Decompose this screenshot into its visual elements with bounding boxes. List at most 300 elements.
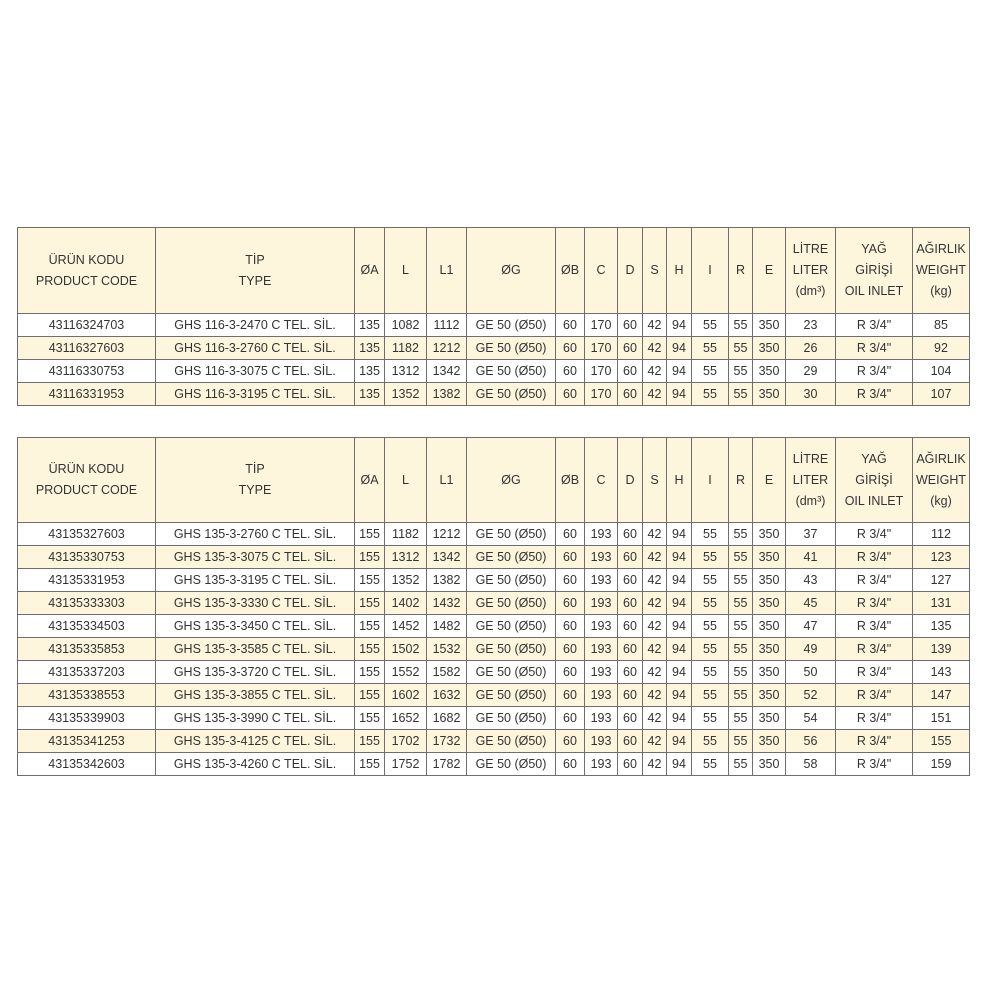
cell-i: 55	[692, 569, 729, 592]
cell-r: 55	[729, 592, 753, 615]
cell-code: 43135327603	[18, 523, 156, 546]
header-type-line: TYPE	[238, 273, 272, 288]
cell-i: 55	[692, 730, 729, 753]
header-b-line: ØB	[560, 472, 580, 487]
cell-e: 350	[753, 337, 786, 360]
cell-e: 350	[753, 638, 786, 661]
cell-e: 350	[753, 314, 786, 337]
cell-code: 43135341253	[18, 730, 156, 753]
cell-l: 1452	[385, 615, 427, 638]
cell-l1: 1682	[427, 707, 467, 730]
cell-h: 94	[667, 360, 692, 383]
cell-inlet: R 3/4"	[836, 615, 913, 638]
table-row	[18, 592, 970, 615]
cell-l: 1502	[385, 638, 427, 661]
header-inlet-line: OIL INLET	[844, 284, 904, 298]
header-l1	[427, 438, 467, 523]
cell-b: 60	[556, 638, 585, 661]
header-l	[385, 438, 427, 523]
header-row	[18, 228, 970, 314]
cell-d: 60	[618, 684, 643, 707]
cell-litre: 45	[786, 592, 836, 615]
header-code	[18, 438, 156, 523]
header-b-line: ØB	[560, 263, 580, 277]
cell-b: 60	[556, 707, 585, 730]
cell-type: GHS 135-3-3195 C TEL. SİL.	[156, 569, 355, 592]
header-l1-line: L1	[439, 472, 454, 487]
cell-e: 350	[753, 546, 786, 569]
header-r-line: R	[735, 263, 746, 277]
cell-litre: 41	[786, 546, 836, 569]
cell-l: 1082	[385, 314, 427, 337]
header-g	[467, 438, 556, 523]
cell-a: 155	[355, 753, 385, 776]
header-litre	[786, 228, 836, 314]
header-code-line: PRODUCT CODE	[35, 273, 138, 288]
cell-i: 55	[692, 523, 729, 546]
cell-code: 43116324703	[18, 314, 156, 337]
cell-e: 350	[753, 592, 786, 615]
cell-r: 55	[729, 337, 753, 360]
cell-c: 193	[585, 753, 618, 776]
cell-a: 135	[355, 314, 385, 337]
cell-s: 42	[643, 730, 667, 753]
header-weight	[913, 438, 970, 523]
table-row	[18, 684, 970, 707]
cell-r: 55	[729, 523, 753, 546]
header-a-line: ØA	[360, 263, 379, 277]
header-s	[643, 228, 667, 314]
cell-inlet: R 3/4"	[836, 707, 913, 730]
cell-h: 94	[667, 337, 692, 360]
cell-litre: 37	[786, 523, 836, 546]
cell-c: 193	[585, 684, 618, 707]
cell-i: 55	[692, 707, 729, 730]
cell-code: 43116327603	[18, 337, 156, 360]
cell-h: 94	[667, 383, 692, 406]
cell-l: 1602	[385, 684, 427, 707]
cell-b: 60	[556, 661, 585, 684]
cell-s: 42	[643, 661, 667, 684]
cell-l1: 1112	[427, 314, 467, 337]
header-e-line: E	[764, 472, 774, 487]
header-weight-line: AĞIRLIK	[916, 451, 966, 466]
cell-s: 42	[643, 523, 667, 546]
cell-l: 1352	[385, 383, 427, 406]
table-row	[18, 615, 970, 638]
cell-weight: 104	[913, 360, 970, 383]
header-inlet-line: YAĞ	[861, 451, 887, 466]
header-d	[618, 228, 643, 314]
cell-type: GHS 135-3-4260 C TEL. SİL.	[156, 753, 355, 776]
header-h-line: H	[674, 263, 684, 277]
cell-s: 42	[643, 337, 667, 360]
cell-h: 94	[667, 753, 692, 776]
cell-inlet: R 3/4"	[836, 638, 913, 661]
cell-e: 350	[753, 615, 786, 638]
cell-i: 55	[692, 383, 729, 406]
header-i	[692, 228, 729, 314]
cell-c: 170	[585, 314, 618, 337]
cell-c: 193	[585, 546, 618, 569]
cell-c: 170	[585, 360, 618, 383]
table-row	[18, 707, 970, 730]
header-l	[385, 228, 427, 314]
header-inlet	[836, 438, 913, 523]
cell-l1: 1532	[427, 638, 467, 661]
cell-g: GE 50 (Ø50)	[467, 337, 556, 360]
table-row	[18, 661, 970, 684]
header-litre	[786, 438, 836, 523]
cell-s: 42	[643, 383, 667, 406]
cell-d: 60	[618, 753, 643, 776]
cell-type: GHS 135-3-3330 C TEL. SİL.	[156, 592, 355, 615]
cell-l1: 1732	[427, 730, 467, 753]
cell-type: GHS 135-3-2760 C TEL. SİL.	[156, 523, 355, 546]
cell-weight: 143	[913, 661, 970, 684]
cell-a: 135	[355, 337, 385, 360]
cell-c: 193	[585, 569, 618, 592]
cell-l: 1312	[385, 360, 427, 383]
header-h	[667, 228, 692, 314]
cell-litre: 47	[786, 615, 836, 638]
cell-d: 60	[618, 730, 643, 753]
cell-b: 60	[556, 569, 585, 592]
cell-litre: 54	[786, 707, 836, 730]
cell-i: 55	[692, 360, 729, 383]
cell-d: 60	[618, 661, 643, 684]
header-type	[156, 228, 355, 314]
table-body	[18, 523, 970, 776]
header-weight-line: WEIGHT	[916, 263, 966, 277]
cell-c: 193	[585, 638, 618, 661]
cell-d: 60	[618, 569, 643, 592]
cell-l: 1182	[385, 523, 427, 546]
header-c	[585, 228, 618, 314]
cell-litre: 26	[786, 337, 836, 360]
header-l-line: L	[402, 263, 409, 277]
cell-weight: 159	[913, 753, 970, 776]
cell-a: 155	[355, 615, 385, 638]
cell-e: 350	[753, 684, 786, 707]
cell-d: 60	[618, 523, 643, 546]
header-a	[355, 228, 385, 314]
cell-type: GHS 116-3-2470 C TEL. SİL.	[156, 314, 355, 337]
cell-type: GHS 135-3-3720 C TEL. SİL.	[156, 661, 355, 684]
cell-inlet: R 3/4"	[836, 753, 913, 776]
cell-weight: 147	[913, 684, 970, 707]
cell-l1: 1582	[427, 661, 467, 684]
header-c	[585, 438, 618, 523]
cell-type: GHS 135-3-4125 C TEL. SİL.	[156, 730, 355, 753]
cell-g: GE 50 (Ø50)	[467, 730, 556, 753]
cell-r: 55	[729, 360, 753, 383]
cell-inlet: R 3/4"	[836, 523, 913, 546]
cell-i: 55	[692, 314, 729, 337]
table-row	[18, 546, 970, 569]
cell-i: 55	[692, 546, 729, 569]
header-litre-line: (dm³)	[795, 493, 826, 508]
cell-l: 1352	[385, 569, 427, 592]
header-e	[753, 438, 786, 523]
cell-h: 94	[667, 638, 692, 661]
cell-c: 193	[585, 592, 618, 615]
cell-inlet: R 3/4"	[836, 337, 913, 360]
cell-e: 350	[753, 707, 786, 730]
cell-d: 60	[618, 638, 643, 661]
cell-b: 60	[556, 684, 585, 707]
header-type-line: TYPE	[238, 483, 272, 497]
cell-c: 193	[585, 730, 618, 753]
header-weight-line: AĞIRLIK	[916, 242, 966, 256]
cell-s: 42	[643, 546, 667, 569]
header-type-line: TİP	[245, 462, 265, 476]
header-a-line: ØA	[360, 472, 379, 487]
cell-inlet: R 3/4"	[836, 569, 913, 592]
header-l1-line: L1	[439, 263, 454, 277]
cell-g: GE 50 (Ø50)	[467, 707, 556, 730]
cell-l: 1552	[385, 661, 427, 684]
header-litre-line: LİTRE	[792, 242, 829, 256]
cell-b: 60	[556, 360, 585, 383]
cell-b: 60	[556, 615, 585, 638]
header-code-line: ÜRÜN KODU	[48, 252, 125, 267]
cell-g: GE 50 (Ø50)	[467, 360, 556, 383]
header-l1	[427, 228, 467, 314]
cell-d: 60	[618, 314, 643, 337]
cell-r: 55	[729, 730, 753, 753]
cell-l1: 1342	[427, 360, 467, 383]
cell-b: 60	[556, 753, 585, 776]
header-d-line: D	[625, 472, 635, 487]
cell-e: 350	[753, 730, 786, 753]
header-row	[18, 438, 970, 523]
cell-weight: 127	[913, 569, 970, 592]
cell-a: 155	[355, 569, 385, 592]
header-c-line: C	[596, 472, 606, 487]
cell-d: 60	[618, 615, 643, 638]
cell-l1: 1382	[427, 383, 467, 406]
cell-inlet: R 3/4"	[836, 730, 913, 753]
table-row	[18, 383, 970, 406]
cell-type: GHS 135-3-3450 C TEL. SİL.	[156, 615, 355, 638]
cell-l: 1312	[385, 546, 427, 569]
cell-code: 43135333303	[18, 592, 156, 615]
cell-g: GE 50 (Ø50)	[467, 569, 556, 592]
header-code-line: PRODUCT CODE	[35, 483, 138, 497]
cell-r: 55	[729, 615, 753, 638]
cell-l: 1182	[385, 337, 427, 360]
cell-g: GE 50 (Ø50)	[467, 638, 556, 661]
cell-code: 43135342603	[18, 753, 156, 776]
header-i-line: I	[708, 472, 712, 487]
cell-type: GHS 116-3-3195 C TEL. SİL.	[156, 383, 355, 406]
header-b	[556, 438, 585, 523]
cell-s: 42	[643, 707, 667, 730]
cell-g: GE 50 (Ø50)	[467, 546, 556, 569]
cell-e: 350	[753, 383, 786, 406]
cell-a: 155	[355, 638, 385, 661]
table-row	[18, 753, 970, 776]
cell-r: 55	[729, 707, 753, 730]
cell-type: GHS 135-3-3075 C TEL. SİL.	[156, 546, 355, 569]
cell-litre: 56	[786, 730, 836, 753]
cell-litre: 50	[786, 661, 836, 684]
cell-h: 94	[667, 569, 692, 592]
cell-code: 43135339903	[18, 707, 156, 730]
cell-i: 55	[692, 337, 729, 360]
cell-l1: 1212	[427, 337, 467, 360]
cell-e: 350	[753, 360, 786, 383]
cell-l: 1402	[385, 592, 427, 615]
cell-inlet: R 3/4"	[836, 383, 913, 406]
cell-inlet: R 3/4"	[836, 592, 913, 615]
header-i	[692, 438, 729, 523]
cell-l1: 1782	[427, 753, 467, 776]
cell-h: 94	[667, 730, 692, 753]
cell-weight: 139	[913, 638, 970, 661]
cell-s: 42	[643, 360, 667, 383]
header-type-line: TİP	[245, 252, 265, 267]
cell-litre: 29	[786, 360, 836, 383]
cell-a: 155	[355, 684, 385, 707]
header-b	[556, 228, 585, 314]
cell-l1: 1382	[427, 569, 467, 592]
header-r-line: R	[735, 472, 746, 487]
cell-type: GHS 135-3-3990 C TEL. SİL.	[156, 707, 355, 730]
table-row	[18, 360, 970, 383]
cell-g: GE 50 (Ø50)	[467, 592, 556, 615]
header-s-line: S	[650, 263, 659, 277]
product-table-ghs-116	[17, 227, 970, 406]
cell-d: 60	[618, 360, 643, 383]
cell-c: 193	[585, 661, 618, 684]
header-litre-line: (dm³)	[795, 284, 826, 298]
cell-l: 1702	[385, 730, 427, 753]
cell-code: 43135335853	[18, 638, 156, 661]
cell-s: 42	[643, 314, 667, 337]
cell-l1: 1632	[427, 684, 467, 707]
cell-r: 55	[729, 569, 753, 592]
header-type	[156, 438, 355, 523]
cell-inlet: R 3/4"	[836, 546, 913, 569]
cell-code: 43135337203	[18, 661, 156, 684]
cell-c: 193	[585, 615, 618, 638]
cell-weight: 135	[913, 615, 970, 638]
cell-h: 94	[667, 314, 692, 337]
cell-s: 42	[643, 592, 667, 615]
cell-s: 42	[643, 753, 667, 776]
cell-type: GHS 135-3-3585 C TEL. SİL.	[156, 638, 355, 661]
header-inlet-line: OIL INLET	[844, 493, 904, 508]
table-row	[18, 730, 970, 753]
cell-s: 42	[643, 569, 667, 592]
cell-weight: 92	[913, 337, 970, 360]
cell-g: GE 50 (Ø50)	[467, 684, 556, 707]
cell-l1: 1432	[427, 592, 467, 615]
table-row	[18, 638, 970, 661]
cell-type: GHS 135-3-3855 C TEL. SİL.	[156, 684, 355, 707]
cell-i: 55	[692, 753, 729, 776]
header-code-line: ÜRÜN KODU	[48, 462, 125, 476]
cell-g: GE 50 (Ø50)	[467, 753, 556, 776]
header-inlet	[836, 228, 913, 314]
cell-h: 94	[667, 707, 692, 730]
cell-h: 94	[667, 661, 692, 684]
table-row	[18, 569, 970, 592]
header-code	[18, 228, 156, 314]
cell-type: GHS 116-3-2760 C TEL. SİL.	[156, 337, 355, 360]
cell-i: 55	[692, 638, 729, 661]
cell-g: GE 50 (Ø50)	[467, 383, 556, 406]
cell-e: 350	[753, 661, 786, 684]
cell-b: 60	[556, 337, 585, 360]
cell-h: 94	[667, 684, 692, 707]
cell-l1: 1342	[427, 546, 467, 569]
cell-s: 42	[643, 615, 667, 638]
cell-a: 135	[355, 360, 385, 383]
cell-l1: 1212	[427, 523, 467, 546]
header-s	[643, 438, 667, 523]
cell-b: 60	[556, 314, 585, 337]
header-litre-line: LITER	[792, 472, 829, 487]
cell-g: GE 50 (Ø50)	[467, 523, 556, 546]
table-row	[18, 337, 970, 360]
cell-litre: 43	[786, 569, 836, 592]
cell-c: 170	[585, 383, 618, 406]
cell-b: 60	[556, 383, 585, 406]
cell-l: 1752	[385, 753, 427, 776]
header-g	[467, 228, 556, 314]
cell-c: 170	[585, 337, 618, 360]
cell-a: 135	[355, 383, 385, 406]
cell-h: 94	[667, 546, 692, 569]
cell-d: 60	[618, 592, 643, 615]
header-e	[753, 228, 786, 314]
cell-s: 42	[643, 684, 667, 707]
cell-a: 155	[355, 707, 385, 730]
cell-e: 350	[753, 523, 786, 546]
cell-b: 60	[556, 730, 585, 753]
cell-inlet: R 3/4"	[836, 360, 913, 383]
cell-r: 55	[729, 383, 753, 406]
cell-s: 42	[643, 638, 667, 661]
cell-b: 60	[556, 592, 585, 615]
cell-d: 60	[618, 337, 643, 360]
cell-r: 55	[729, 546, 753, 569]
product-table-ghs-135	[17, 437, 970, 776]
cell-litre: 23	[786, 314, 836, 337]
header-weight	[913, 228, 970, 314]
cell-code: 43135334503	[18, 615, 156, 638]
header-litre-line: LİTRE	[792, 451, 829, 466]
cell-b: 60	[556, 546, 585, 569]
cell-inlet: R 3/4"	[836, 661, 913, 684]
header-inlet-line: GİRİŞİ	[855, 472, 893, 487]
cell-g: GE 50 (Ø50)	[467, 661, 556, 684]
cell-code: 43135330753	[18, 546, 156, 569]
cell-code: 43135331953	[18, 569, 156, 592]
cell-weight: 85	[913, 314, 970, 337]
cell-type: GHS 116-3-3075 C TEL. SİL.	[156, 360, 355, 383]
cell-r: 55	[729, 753, 753, 776]
header-s-line: S	[650, 472, 659, 487]
cell-litre: 52	[786, 684, 836, 707]
cell-g: GE 50 (Ø50)	[467, 314, 556, 337]
header-h-line: H	[674, 472, 684, 487]
cell-d: 60	[618, 383, 643, 406]
cell-litre: 49	[786, 638, 836, 661]
